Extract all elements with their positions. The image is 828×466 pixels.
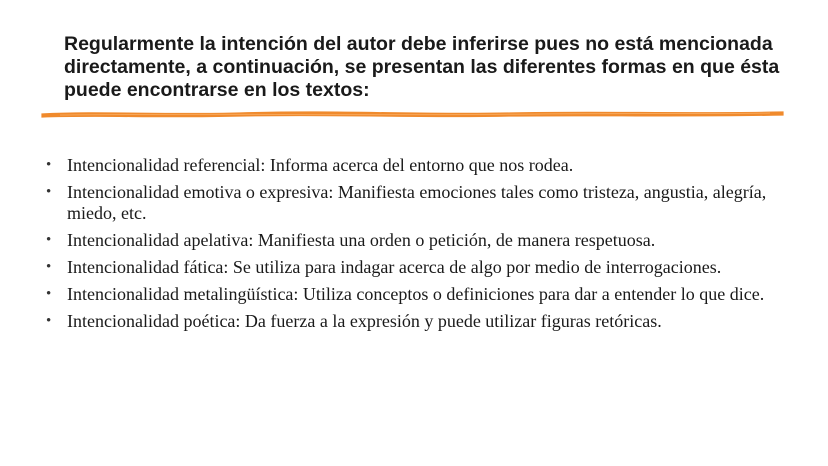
bullet-text: Intencionalidad emotiva o expresiva: Manifiesta emociones tales como tristeza, angustia, alegría, miedo, etc. — [67, 182, 767, 223]
bullet-dot: • — [46, 157, 52, 173]
bullet-dot: • — [46, 232, 52, 248]
bullet-item — [46, 311, 786, 332]
bullet-dot: • — [46, 259, 52, 275]
bullet-list — [46, 155, 786, 338]
bullet-item — [46, 284, 786, 305]
bullet-item — [46, 257, 786, 278]
bullet-text: Intencionalidad fática: Se utiliza para indagar acerca de algo por medio de interrogaciones. — [67, 257, 722, 277]
bullet-item — [46, 155, 786, 176]
slide-title: Regularmente la intención del autor debe inferirse pues no está mencionada directamente, a continuación, se presentan las diferentes formas en que ésta puede encontrarse en los textos: — [64, 33, 780, 101]
bullet-dot: • — [46, 286, 52, 302]
bullet-text: Intencionalidad apelativa: Manifiesta una orden o petición, de manera respetuosa. — [67, 230, 656, 250]
bullet-text: Intencionalidad poética: Da fuerza a la expresión y puede utilizar figuras retóricas. — [67, 311, 662, 331]
bullet-item — [46, 182, 786, 224]
bullet-dot: • — [46, 313, 52, 329]
bullet-text: Intencionalidad metalingüística: Utiliza conceptos o definiciones para dar a entender lo que dice. — [67, 284, 765, 304]
bullet-dot: • — [46, 184, 52, 200]
bullet-item — [46, 230, 786, 251]
bullet-text: Intencionalidad referencial: Informa acerca del entorno que nos rodea. — [67, 155, 574, 175]
brush-stroke-divider — [40, 106, 785, 120]
